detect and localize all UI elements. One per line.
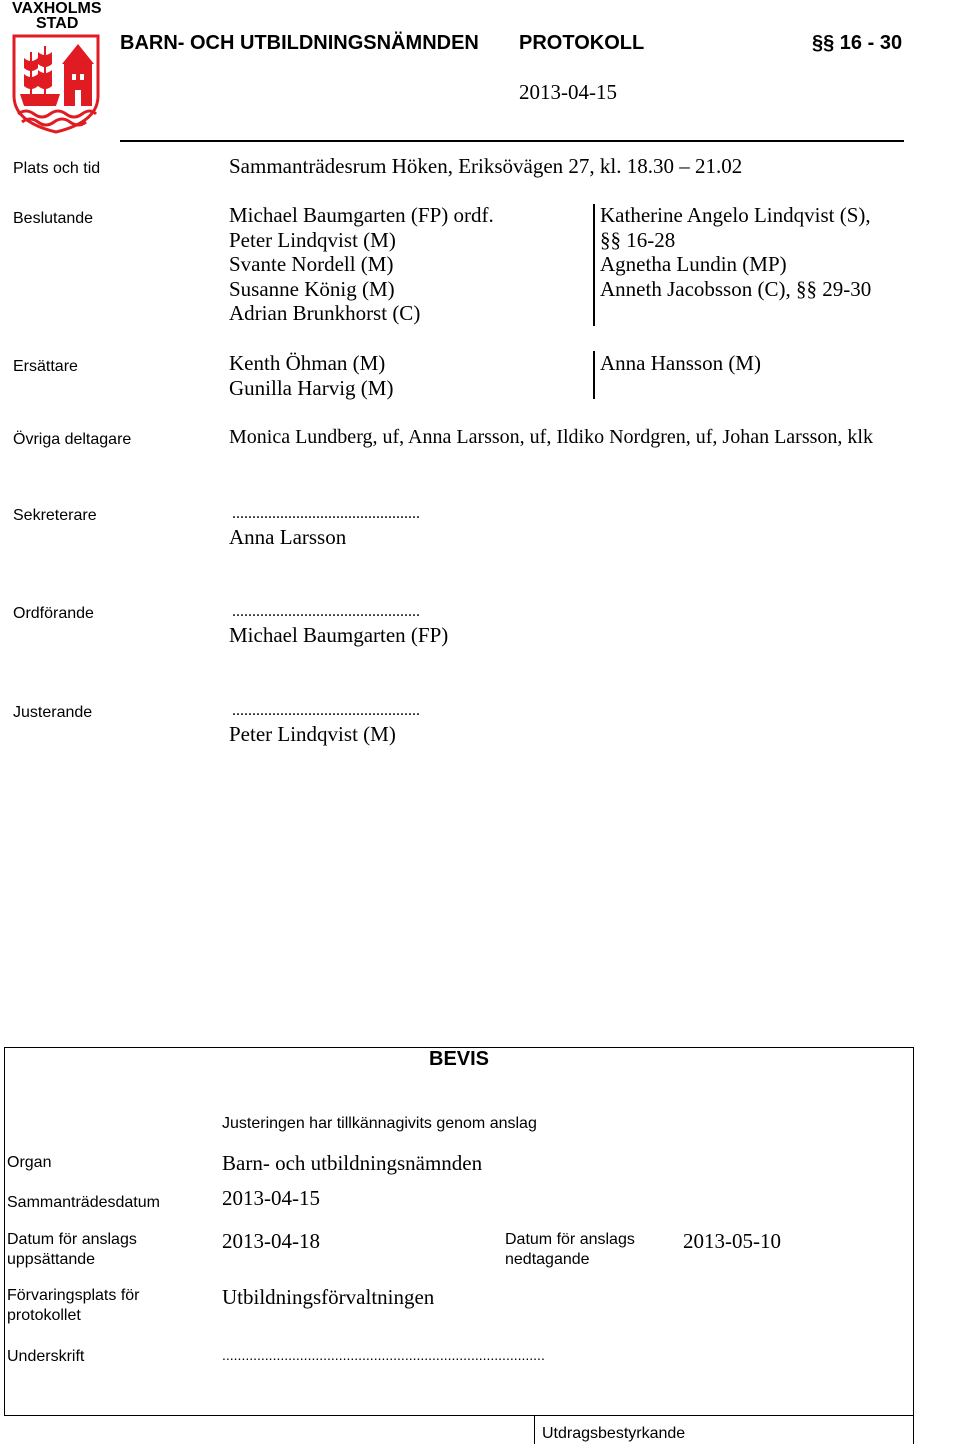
column-divider [593, 351, 595, 399]
committee-title: BARN- OCH UTBILDNINGSNÄMNDEN [120, 32, 479, 54]
logo-text-stad: STAD [36, 15, 79, 32]
uppsattande-value: 2013-04-18 [222, 1229, 320, 1253]
sekreterare-name: Anna Larsson [229, 525, 347, 549]
ersattare-left-list [229, 351, 393, 400]
list-item: Peter Lindqvist (M) [229, 227, 396, 252]
forvaring-value: Utbildningsförvaltningen [222, 1285, 435, 1309]
ordforande-label: Ordförande [13, 605, 94, 622]
beslutande-right-list [600, 203, 871, 301]
ovriga-label: Övriga deltagare [13, 431, 132, 448]
list-item: Susanne König (M) [229, 276, 395, 301]
signature-line: ............................................... [232, 702, 420, 719]
nedtagande-label [505, 1230, 635, 1270]
sekreterare-label: Sekreterare [13, 507, 97, 524]
document-type: PROTOKOLL [519, 32, 645, 54]
list-item: Anna Hansson (M) [600, 351, 761, 375]
ersattare-label: Ersättare [13, 358, 78, 375]
meeting-date: 2013-04-15 [519, 80, 617, 104]
nedtagande-label-line2: nedtagande [505, 1251, 590, 1268]
underskrift-label: Underskrift [7, 1348, 85, 1365]
forvaring-label-line1: Förvaringsplats för [7, 1287, 140, 1304]
underskrift-line: ................................................................................... [222, 1347, 545, 1363]
ovriga-value: Monica Lundberg, uf, Anna Larsson, uf, Ildiko Nordgren, uf, Johan Larsson, klk [229, 426, 873, 448]
list-item: Gunilla Harvig (M) [229, 375, 394, 400]
forvaring-label-line2: protokollet [7, 1307, 81, 1324]
uppsattande-label-line2: uppsättande [7, 1251, 96, 1268]
beslutande-label: Beslutande [13, 210, 94, 227]
column-divider [593, 204, 595, 326]
list-item: Svante Nordell (M) [229, 252, 394, 277]
forvaring-label [7, 1286, 140, 1326]
municipality-logo [10, 0, 102, 136]
beslutande-left-list [229, 203, 494, 326]
list-item: Agnetha Lundin (MP) [600, 252, 787, 277]
list-item: Michael Baumgarten (FP) ordf. [229, 203, 494, 227]
list-item: Anneth Jacobsson (C), §§ 29-30 [600, 276, 872, 301]
justerande-label: Justerande [13, 704, 93, 721]
justerande-name: Peter Lindqvist (M) [229, 722, 396, 746]
uppsattande-label [7, 1230, 137, 1270]
plats-label: Plats och tid [13, 160, 101, 177]
list-item: Kenth Öhman (M) [229, 351, 386, 375]
organ-label: Organ [7, 1154, 52, 1171]
ersattare-right-list [600, 351, 761, 376]
nedtagande-label-line1: Datum för anslags [505, 1231, 635, 1248]
organ-value: Barn- och utbildningsnämnden [222, 1151, 483, 1175]
list-item: Adrian Brunkhorst (C) [229, 301, 421, 326]
signature-line: ............................................... [232, 505, 420, 522]
list-item: Katherine Angelo Lindqvist (S), [600, 203, 871, 227]
uppsattande-label-line1: Datum för anslags [7, 1231, 137, 1248]
signature-line: ............................................... [232, 603, 420, 620]
utdragsbestyrkande-label: Utdragsbestyrkande [542, 1425, 686, 1442]
paragraph-range: §§ 16 - 30 [812, 32, 903, 54]
list-item: §§ 16-28 [600, 227, 676, 252]
bevis-title: BEVIS [429, 1048, 490, 1070]
nedtagande-value: 2013-05-10 [683, 1229, 781, 1253]
bevis-intro: Justeringen har tillkännagivits genom anslag [222, 1115, 537, 1132]
header-rule [120, 140, 904, 142]
coat-of-arms-icon [12, 34, 100, 134]
sammantradesdatum-value: 2013-04-15 [222, 1186, 320, 1210]
logo-text-vaxholms: VAXHOLMS [12, 0, 102, 17]
plats-value: Sammanträdesrum Höken, Eriksövägen 27, kl. 18.30 – 21.02 [229, 154, 743, 178]
sammantradesdatum-label: Sammanträdesdatum [7, 1194, 160, 1211]
ordforande-name: Michael Baumgarten (FP) [229, 623, 449, 647]
